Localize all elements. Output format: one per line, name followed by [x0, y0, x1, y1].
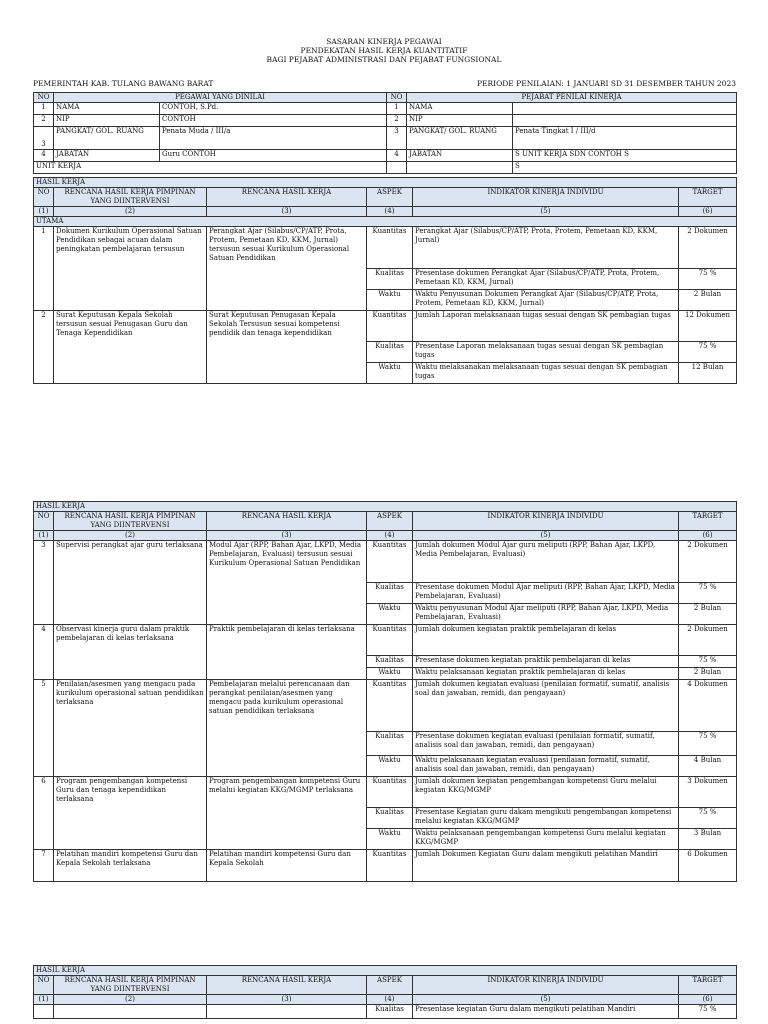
column-numbers	[34, 531, 737, 541]
table-row	[34, 850, 737, 882]
aspek: Kuantitas	[367, 680, 413, 732]
row-label	[407, 162, 513, 174]
target: 75 %	[679, 342, 737, 363]
indikator: Jumlah Dokumen Kegiatan Guru dalam mengikuti pelatihan Mandiri	[413, 850, 679, 882]
section-hasil-kerja: HASIL KERJA	[34, 178, 737, 188]
col-num: (6)	[679, 531, 737, 541]
target: 4 Dokumen	[679, 680, 737, 732]
rencana-hasil-kerja: Pembelajaran melalui perencanaan dan perangkat penilaian/asesmen yang mengacu pada kurikulum operasional satuan pendidikan terlaksana	[207, 680, 367, 777]
row-label: PANGKAT/ GOL. RUANG	[407, 127, 513, 150]
aspek: Kualitas	[367, 808, 413, 829]
target: 75 %	[679, 656, 737, 668]
row-value: Penata Muda / III/a	[160, 127, 387, 150]
row-no: 3	[34, 541, 54, 625]
target: 2 Dokumen	[679, 541, 737, 583]
rencana-pimpinan: Surat Keputusan Kepala Sekolah tersusun sesuai Penugasan Guru dan Tenaga Kependidikan	[54, 311, 207, 384]
indikator: Presentase Kegiatan guru dakam mengikuti pengembangan kompetensi melalui kegiatan KKG/MGMP	[413, 808, 679, 829]
row-value: CONTOH	[160, 115, 387, 127]
col-num: (6)	[679, 995, 737, 1005]
column-numbers	[34, 207, 737, 217]
table-header	[34, 188, 737, 207]
col-num: (1)	[34, 531, 54, 541]
identity-header	[34, 93, 737, 103]
indikator: Waktu Penyusunan Dokumen Perangkat Ajar (Silabus/CP/ATP, Prota, Protem, Pemetaan KD, KKM, Jurnal)	[413, 290, 679, 311]
periode: PERIODE PENILAIAN: 1 JANUARI SD 31 DESEMBER TAHUN 2023	[477, 79, 736, 88]
target: 2 Bulan	[679, 668, 737, 680]
col-rencana: RENCANA HASIL KERJA	[207, 512, 367, 531]
rencana-hasil-kerja: Perangkat Ajar (Silabus/CP/ATP, Prota, Protem, Pemetaan KD, KKM, Jurnal) tersusun sesuai Kurikulum Operasional Satuan Pendidikan	[207, 227, 367, 311]
col-num: (5)	[413, 207, 679, 217]
indikator: Presentase dokumen Perangkat Ajar (Silabus/CP/ATP, Prota, Protem, Pemetaan KD, KKM, Jurnal)	[413, 269, 679, 290]
target: 75 %	[679, 808, 737, 829]
col-indikator: INDIKATOR KINERJA INDIVIDU	[413, 976, 679, 995]
col-no: NO	[34, 93, 54, 103]
row-value: S UNIT KERJA SDN CONTOH S	[513, 150, 737, 162]
ident-row	[34, 162, 737, 174]
col-aspek: ASPEK	[367, 976, 413, 995]
target: 3 Bulan	[679, 829, 737, 850]
ident-row	[34, 115, 737, 127]
col-num: (5)	[413, 531, 679, 541]
row-no	[387, 162, 407, 174]
hasil-kerja-table-3	[33, 965, 737, 1019]
hasil-kerja-table-2	[33, 501, 737, 882]
col-rencana: RENCANA HASIL KERJA	[207, 976, 367, 995]
target: 6 Dokumen	[679, 850, 737, 882]
row-value	[513, 103, 737, 115]
indikator: Waktu pelaksanaan kegiatan praktik pembelajaran di kelas	[413, 668, 679, 680]
pejabat-penilai-head: PEJABAT PENILAI KINERJA	[407, 93, 737, 103]
table-header	[34, 976, 737, 995]
indikator: Waktu pelaksanaan pengembangan kompetensi Guru melalui kegiatan KKG/MGMP	[413, 829, 679, 850]
col-aspek: ASPEK	[367, 188, 413, 207]
col-no-2: NO	[387, 93, 407, 103]
indikator: Jumlah dokumen kegiatan praktik pembelajaran di kelas	[413, 625, 679, 656]
col-num: (5)	[413, 995, 679, 1005]
col-num: (2)	[54, 207, 207, 217]
table-header	[34, 512, 737, 531]
ident-row	[34, 150, 737, 162]
row-label: NAMA	[54, 103, 160, 115]
section-utama: UTAMA	[34, 217, 737, 227]
col-indikator: INDIKATOR KINERJA INDIVIDU	[413, 512, 679, 531]
col-num: (2)	[54, 995, 207, 1005]
row-label: PANGKAT/ GOL. RUANG	[54, 127, 160, 150]
row-label: JABATAN	[407, 150, 513, 162]
row-no: 4	[34, 625, 54, 680]
aspek: Kualitas	[367, 732, 413, 756]
row-no: 2	[34, 115, 54, 127]
target: 75 %	[679, 732, 737, 756]
row-label: NIP	[54, 115, 160, 127]
row-no: 2	[387, 115, 407, 127]
aspek: Waktu	[367, 363, 413, 384]
table-row	[34, 680, 737, 732]
target: 4 Bulan	[679, 756, 737, 777]
rencana-hasil-kerja: Praktik pembelajaran di kelas terlaksana	[207, 625, 367, 680]
rencana-pimpinan: Penilaian/asesmen yang mengacu pada kurikulum operasional satuan pendidikan terlaksana	[54, 680, 207, 777]
table-row	[34, 227, 737, 269]
doc-title: SASARAN KINERJA PEGAWAI	[326, 37, 442, 46]
row-no: 6	[34, 777, 54, 850]
target: 12 Dokumen	[679, 311, 737, 342]
col-num: (3)	[207, 531, 367, 541]
target: 3 Dokumen	[679, 777, 737, 808]
target: 75 %	[679, 1005, 737, 1019]
table-row	[34, 541, 737, 583]
aspek: Waktu	[367, 604, 413, 625]
rencana-hasil-kerja: Pelatihan mandiri kompetensi Guru dan Kepala Sekolah	[207, 850, 367, 882]
col-rencana-pimpinan: RENCANA HASIL KERJA PIMPINAN YANG DIINTERVENSI	[54, 512, 207, 531]
col-no: NO	[34, 512, 54, 531]
table-row	[34, 625, 737, 656]
target: 2 Dokumen	[679, 625, 737, 656]
col-num: (4)	[367, 531, 413, 541]
indikator: Jumlah dokumen kegiatan evaluasi (penilaian formatif, sumatif, analisis soal dan jawaban, remidi, dan pengayaan)	[413, 680, 679, 732]
aspek: Kualitas	[367, 656, 413, 668]
indikator: Presentase dokumen kegiatan evaluasi (penilaian formatif, sumatif, analisis soal dan jawaban, remidi, dan pengayaan)	[413, 732, 679, 756]
row-label: NIP	[407, 115, 513, 127]
target: 75 %	[679, 269, 737, 290]
col-num: (3)	[207, 207, 367, 217]
rencana-pimpinan: Observasi kinerja guru dalam praktik pembelajaran di kelas terlaksana	[54, 625, 207, 680]
table-row	[34, 1005, 737, 1019]
row-label: UNIT KERJA	[34, 162, 387, 174]
col-num: (4)	[367, 207, 413, 217]
row-value: S	[513, 162, 737, 174]
indikator: Perangkat Ajar (Silabus/CP/ATP, Prota, Protem, Pemetaan KD, KKM, Jurnal)	[413, 227, 679, 269]
target: 2 Dokumen	[679, 227, 737, 269]
indikator: Presentase Laporan melaksanaan tugas sesuai dengan SK pembagian tugas	[413, 342, 679, 363]
indikator: Jumlah Laporan melaksanaan tugas sesuai dengan SK pembagian tugas	[413, 311, 679, 342]
rencana-pimpinan: Program pengembangan kompetensi Guru dan tenaga kependidikan terlaksana	[54, 777, 207, 850]
row-no: 3	[387, 127, 407, 150]
indikator: Presentase dokumen kegiatan praktik pembelajaran di kelas	[413, 656, 679, 668]
aspek: Kuantitas	[367, 625, 413, 656]
col-target: TARGET	[679, 512, 737, 531]
doc-subtitle-2: BAGI PEJABAT ADMINISTRASI DAN PEJABAT FUNGSIONAL	[266, 55, 502, 64]
aspek: Kuantitas	[367, 777, 413, 808]
aspek: Kualitas	[367, 1005, 413, 1019]
col-aspek: ASPEK	[367, 512, 413, 531]
aspek: Kualitas	[367, 342, 413, 363]
col-num: (1)	[34, 207, 54, 217]
rencana-hasil-kerja: Surat Keputusan Penugasan Kepala Sekolah Tersusun sesuai kompetensi pendidik dan tenaga kependidikan	[207, 311, 367, 384]
section-hasil-kerja: HASIL KERJA	[34, 966, 737, 976]
row-value: Penata Tingkat I / III/d	[513, 127, 737, 150]
aspek: Kuantitas	[367, 541, 413, 583]
col-rencana-pimpinan: RENCANA HASIL KERJA PIMPINAN YANG DIINTERVENSI	[54, 976, 207, 995]
aspek: Kuantitas	[367, 311, 413, 342]
row-no: 1	[34, 103, 54, 115]
indikator: Presentase kegiatan Guru dalam mengikuti pelatihan Mandiri	[413, 1005, 679, 1019]
rencana-pimpinan: Pelatihan mandiri kompetensi Guru dan Kepala Sekolah terlaksana	[54, 850, 207, 882]
indikator: Waktu pelaksanaan kegiatan evaluasi (penilaian formatif, sumatif, analisis soal dan jawaban, remidi, dan pengayaan)	[413, 756, 679, 777]
col-rencana: RENCANA HASIL KERJA	[207, 188, 367, 207]
row-no: 4	[34, 150, 54, 162]
rencana-pimpinan: Dokumen Kurikulum Operasional Satuan Pendidikan sebagai acuan dalam peningkatan pembelajaran tersusun	[54, 227, 207, 311]
col-no: NO	[34, 188, 54, 207]
col-num: (2)	[54, 531, 207, 541]
rencana-hasil-kerja: Program pengembangan kompetensi Guru melalui kegiatan KKG/MGMP terlaksana	[207, 777, 367, 850]
rencana-pimpinan: Supervisi perangkat ajar guru terlaksana	[54, 541, 207, 625]
col-num: (4)	[367, 995, 413, 1005]
ident-row	[34, 127, 737, 150]
col-num: (6)	[679, 207, 737, 217]
pegawai-dinilai-head: PEGAWAI YANG DINILAI	[54, 93, 387, 103]
col-num: (1)	[34, 995, 54, 1005]
target: 12 Bulan	[679, 363, 737, 384]
aspek: Kualitas	[367, 583, 413, 604]
row-no: 5	[34, 680, 54, 777]
aspek: Waktu	[367, 668, 413, 680]
indikator: Presentase dokumen Modul Ajar meliputi (RPP, Bahan Ajar, LKPD, Media Pembelajaran, Evaluasi)	[413, 583, 679, 604]
row-no: 7	[34, 850, 54, 882]
row-no: 1	[34, 227, 54, 311]
indikator: Waktu melaksanakan melaksanaan tugas sesuai dengan SK pembagian tugas	[413, 363, 679, 384]
indikator: Jumlah dokumen kegiatan pengembangan kompetensi Guru melalui kegiatan KKG/MGMP	[413, 777, 679, 808]
col-num: (3)	[207, 995, 367, 1005]
target: 2 Bulan	[679, 604, 737, 625]
row-no: 3	[34, 127, 54, 150]
row-no: 1	[387, 103, 407, 115]
col-indikator: INDIKATOR KINERJA INDIVIDU	[413, 188, 679, 207]
target: 2 Bulan	[679, 290, 737, 311]
aspek: Waktu	[367, 756, 413, 777]
target: 75 %	[679, 583, 737, 604]
hasil-kerja-table-1	[33, 177, 737, 384]
section-hasil-kerja: HASIL KERJA	[34, 502, 737, 512]
col-target: TARGET	[679, 976, 737, 995]
table-row	[34, 777, 737, 808]
col-no: NO	[34, 976, 54, 995]
row-no: 2	[34, 311, 54, 384]
row-label: NAMA	[407, 103, 513, 115]
ident-row	[34, 103, 737, 115]
identity-table	[33, 92, 737, 174]
col-rencana-pimpinan: RENCANA HASIL KERJA PIMPINAN YANG DIINTERVENSI	[54, 188, 207, 207]
indikator: Waktu penyusunan Modul Ajar meliputi (RPP, Bahan Ajar, LKPD, Media Pembelajaran, Evaluasi)	[413, 604, 679, 625]
row-value: CONTOH, S.Pd.	[160, 103, 387, 115]
row-no: 4	[387, 150, 407, 162]
table-row	[34, 311, 737, 342]
col-target: TARGET	[679, 188, 737, 207]
aspek: Kuantitas	[367, 227, 413, 269]
aspek: Kualitas	[367, 269, 413, 290]
indikator: Jumlah dokumen Modul Ajar guru meliputi (RPP, Bahan Ajar, LKPD, Media Pembelajaran, Evaluasi)	[413, 541, 679, 583]
aspek: Waktu	[367, 829, 413, 850]
row-label: JABATAN	[54, 150, 160, 162]
doc-subtitle: PENDEKATAN HASIL KERJA KUANTITATIF	[300, 46, 468, 55]
row-value: Guru CONTOH	[160, 150, 387, 162]
aspek: Kuantitas	[367, 850, 413, 882]
row-value	[513, 115, 737, 127]
rencana-hasil-kerja: Modul Ajar (RPP, Bahan Ajar, LKPD, Media Pembelajaran, Evaluasi) tersusun sesuai Kurikulum Operasional Satuan Pendidikan	[207, 541, 367, 625]
column-numbers	[34, 995, 737, 1005]
aspek: Waktu	[367, 290, 413, 311]
instansi: PEMERINTAH KAB. TULANG BAWANG BARAT	[33, 79, 214, 88]
